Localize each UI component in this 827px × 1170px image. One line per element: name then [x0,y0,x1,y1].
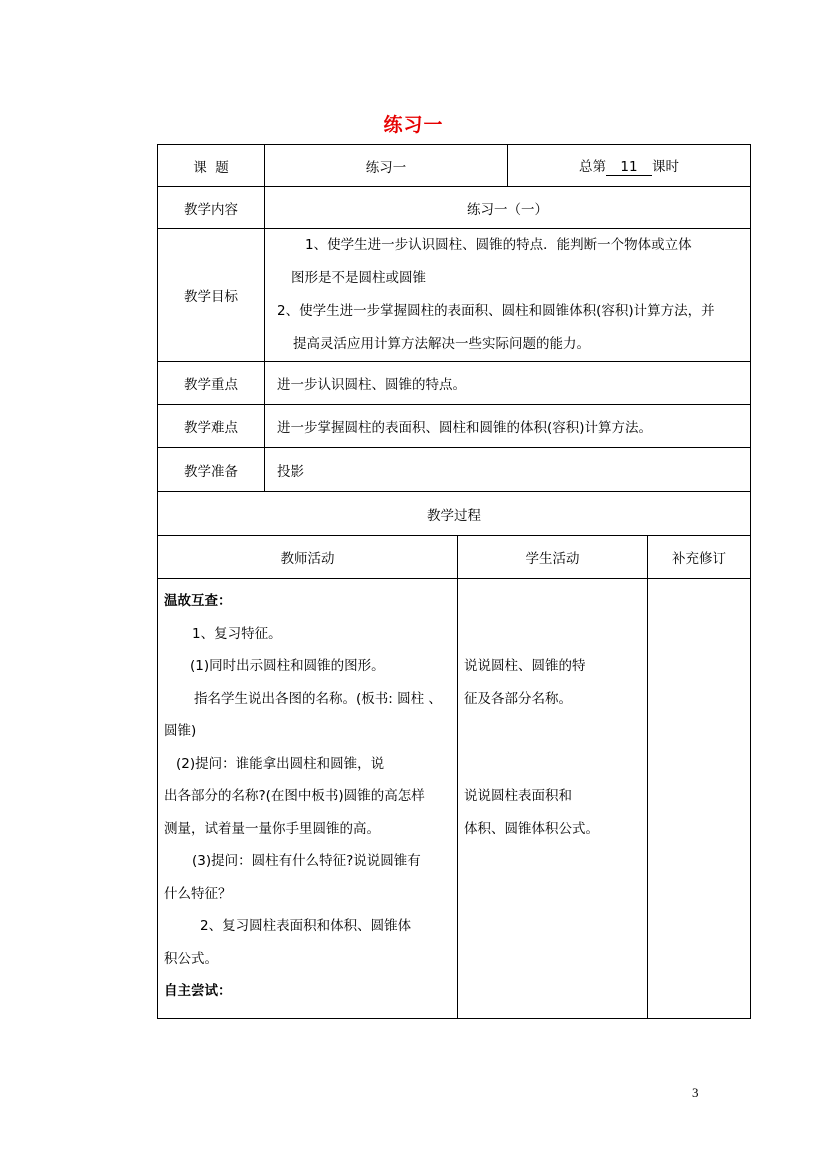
objective-line: 提高灵活应用计算方法解决一些实际问题的能力。 [293,336,590,352]
student-line: 征及各部分名称。 [464,690,572,707]
preparation-label: 教学准备 [158,448,265,492]
student-activity-cell [458,579,648,1019]
teacher-line: 积公式。 [164,950,218,967]
process-columns-row [158,536,751,579]
preparation-value: 投影 [265,448,751,492]
teacher-line: (2)提问：谁能拿出圆柱和圆锥，说 [176,755,385,772]
objectives-value [265,229,751,362]
objective-line: 2、使学生进一步掌握圆柱的表面积、圆柱和圆锥体积(容积)计算方法，并 [277,303,715,319]
lesson-number: 11 [606,159,652,176]
topic-value: 练习一 [265,145,508,187]
objective-line: 图形是不是圆柱或圆锥 [291,270,426,286]
topic-label: 课 题 [158,145,265,187]
key-points-label: 教学重点 [158,362,265,405]
teacher-line: 什么特征？ [164,885,232,902]
revision-cell [648,579,751,1019]
student-line: 体积、圆锥体积公式。 [464,820,599,837]
content-value: 练习一（一） [265,187,751,229]
preparation-row [158,448,751,492]
topic-row [158,145,751,187]
teacher-line: (1)同时出示圆柱和圆锥的图形。 [190,658,385,674]
teacher-line: 圆锥) [164,723,197,739]
teacher-activity-cell [158,579,458,1019]
key-points-value: 进一步认识圆柱、圆锥的特点。 [265,362,751,405]
content-label: 教学内容 [158,187,265,229]
difficulties-label: 教学难点 [158,405,265,448]
lesson-plan-table [157,144,751,1019]
teacher-line: 2、复习圆柱表面积和体积、圆锥体 [200,918,412,934]
key-points-row [158,362,751,405]
difficulties-row [158,405,751,448]
student-activity-header: 学生活动 [458,536,648,579]
teacher-activity-header: 教师活动 [158,536,458,579]
lesson-suffix: 课时 [652,159,679,175]
section-heading: 自主尝试： [164,983,232,999]
lesson-count [508,145,751,187]
document-title: 练习一 [383,114,444,136]
teacher-line: 1、复习特征。 [192,625,282,642]
objectives-label: 教学目标 [158,229,265,362]
teacher-line: 出各部分的名称?(在图中板书)圆锥的高怎样 [164,788,425,804]
objective-line: 1、使学生进一步认识圆柱、圆锥的特点．能判断一个物体或立体 [305,237,692,253]
student-line: 说说圆柱、圆锥的特 [464,658,586,674]
process-heading-row [158,492,751,536]
process-heading: 教学过程 [158,492,751,536]
teacher-line: (3)提问：圆柱有什么特征?说说圆锥有 [192,853,421,869]
page-number: 3 [692,1085,699,1100]
section-heading: 温故互查： [164,593,232,609]
student-line: 说说圆柱表面积和 [464,788,572,804]
content-row [158,187,751,229]
teacher-line: 指名学生说出各图的名称。(板书: 圆柱 、 [194,690,442,707]
process-body-row [158,579,751,1019]
lesson-prefix: 总第 [579,159,606,175]
difficulties-value: 进一步掌握圆柱的表面积、圆柱和圆锥的体积(容积)计算方法。 [265,405,751,448]
teacher-line: 测量，试着量一量你手里圆锥的高。 [164,820,380,837]
revision-header: 补充修订 [648,536,751,579]
objectives-row [158,229,751,362]
